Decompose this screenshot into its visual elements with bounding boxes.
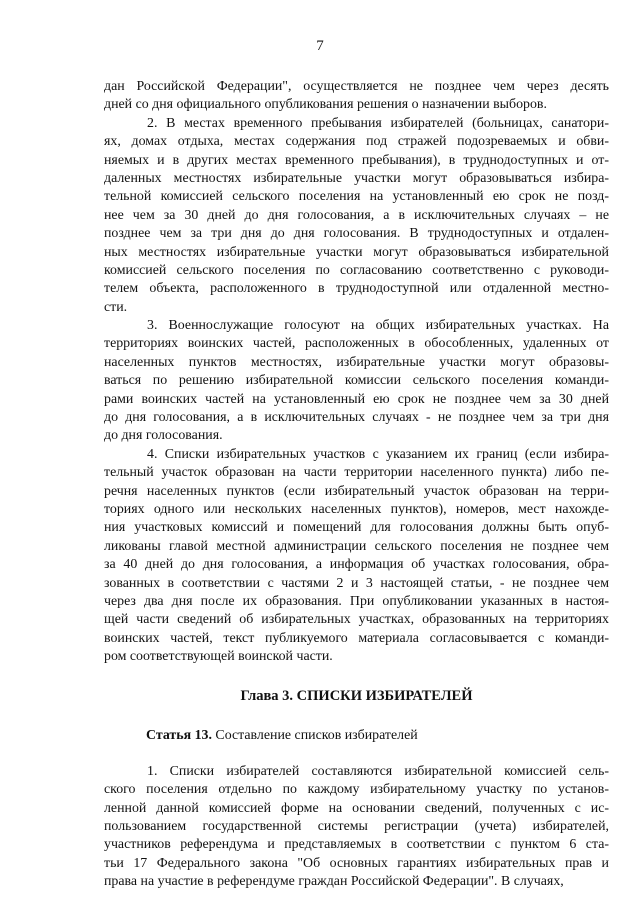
text-line: ния участковых комиссий и помещений для голосования должны быть опуб- xyxy=(104,520,609,536)
intro-paragraph xyxy=(104,78,609,115)
text-line: 4. Списки избирательных участков с указанием их границ (если избира- xyxy=(147,446,609,462)
text-line: воинских частей, текст публикуемого материала согласовывается с команди- xyxy=(104,630,609,646)
article-label: Статья 13. xyxy=(146,727,212,743)
text-line: 2. В местах временного пребывания избирателей (больницах, санатори- xyxy=(147,115,609,131)
text-line: до дня голосования, а в исключительных случаях - не позднее чем за три дня xyxy=(104,410,609,426)
text-line: за 40 дней до дня голосования, а информация об участках голосования, обра- xyxy=(104,557,609,573)
text-line: зованных в соответствии с частями 2 и 3 настоящей статьи, - не позднее чем xyxy=(104,575,609,591)
page-number: 7 xyxy=(316,38,324,54)
text-line: тьи 17 Федерального закона "Об основных гарантиях избирательных прав и xyxy=(104,855,609,871)
text-line: даленных местностях избирательные участки могут образовываться избира- xyxy=(104,170,609,186)
text-line: нее чем за 30 дней до дня голосования, а в исключительных случаях – не xyxy=(104,207,609,223)
document-body xyxy=(104,78,609,892)
text-line: пользованием государственной системы регистрации (учета) избирателей, xyxy=(104,819,609,835)
text-line: ных местностях избирательные участки могут образовываться избирательной xyxy=(104,244,609,260)
text-line: ликованы главой местной администрации сельского поселения не позднее чем xyxy=(104,538,609,554)
text-line: дан Российской Федерации", осуществляется не позднее чем через десять xyxy=(104,79,609,94)
text-line: телем объекта, расположенного в труднодоступной или отдаленной местно- xyxy=(104,281,609,297)
text-line: ваться по решению избирательной комиссии сельского поселения команди- xyxy=(104,373,609,389)
article-heading xyxy=(104,727,609,745)
text-line: ром соответствующей воинской части. xyxy=(104,649,333,665)
text-line: ях, домах отдыха, местах содержания под стражей подозреваемых и обви- xyxy=(104,134,609,150)
text-line: ториях одного или нескольких населенных пунктов), номеров, мест нахожде- xyxy=(104,501,609,517)
text-line: позднее чем за три дня до дня голосования. В труднодоступных и отдален- xyxy=(104,226,609,242)
paragraph xyxy=(104,446,609,667)
text-line: 1. Списки избирателей составляются избирательной комиссией сель- xyxy=(147,763,609,779)
text-line: няемых и в других местах временного пребывания), в труднодоступных и от- xyxy=(104,152,609,168)
text-line: сти. xyxy=(104,299,128,315)
text-line: до дня голосования. xyxy=(104,428,223,444)
text-line: тельной комиссией сельского поселения на установленный ею срок не позд- xyxy=(104,189,609,205)
text-line: территориях воинских частей, расположенных в обособленных, удаленных от xyxy=(104,336,609,352)
text-line: 3. Военнослужащие голосуют на общих избирательных участках. На xyxy=(147,318,609,334)
text-line: рами воинских частей на установленный ею срок не позднее чем за 30 дней xyxy=(104,391,609,407)
article-title: Составление списков избирателей xyxy=(211,727,418,743)
text-line: через два дня после их образования. При опубликовании указанных в настоя- xyxy=(104,593,609,609)
chapter-heading: Глава 3. СПИСКИ ИЗБИРАТЕЛЕЙ xyxy=(240,687,473,704)
text-line: права на участие в референдуме граждан Российской Федерации". В случаях, xyxy=(104,874,564,890)
text-line: ленной данной комиссией форме на основании сведений, полученных с ис- xyxy=(104,800,609,816)
text-line: ского поселения отдельно по каждому избирательному участку по установ- xyxy=(104,782,609,798)
text-line: речня населенных пунктов (если избирательный участок образован на терри- xyxy=(104,483,609,499)
text-line: участников референдума и представляемых в соответствии с пунктом 6 ста- xyxy=(104,837,609,853)
paragraph xyxy=(104,115,609,317)
paragraph xyxy=(104,317,609,446)
text-line: тельный участок образован на части территории населенного пункта) либо пе- xyxy=(104,465,609,481)
text-line: дней со дня официального опубликования решения о назначении выборов. xyxy=(104,97,547,113)
text-line: населенных пунктов местностях, избирательные участки могут образовы- xyxy=(104,354,609,370)
article-paragraph xyxy=(104,763,609,892)
numbered-paragraphs xyxy=(104,115,609,667)
text-line: щей части сведений об избирательных участках, образованных на территориях xyxy=(104,612,609,628)
text-line: комиссией сельского поселения по согласованию соответственно с руководи- xyxy=(104,262,609,278)
